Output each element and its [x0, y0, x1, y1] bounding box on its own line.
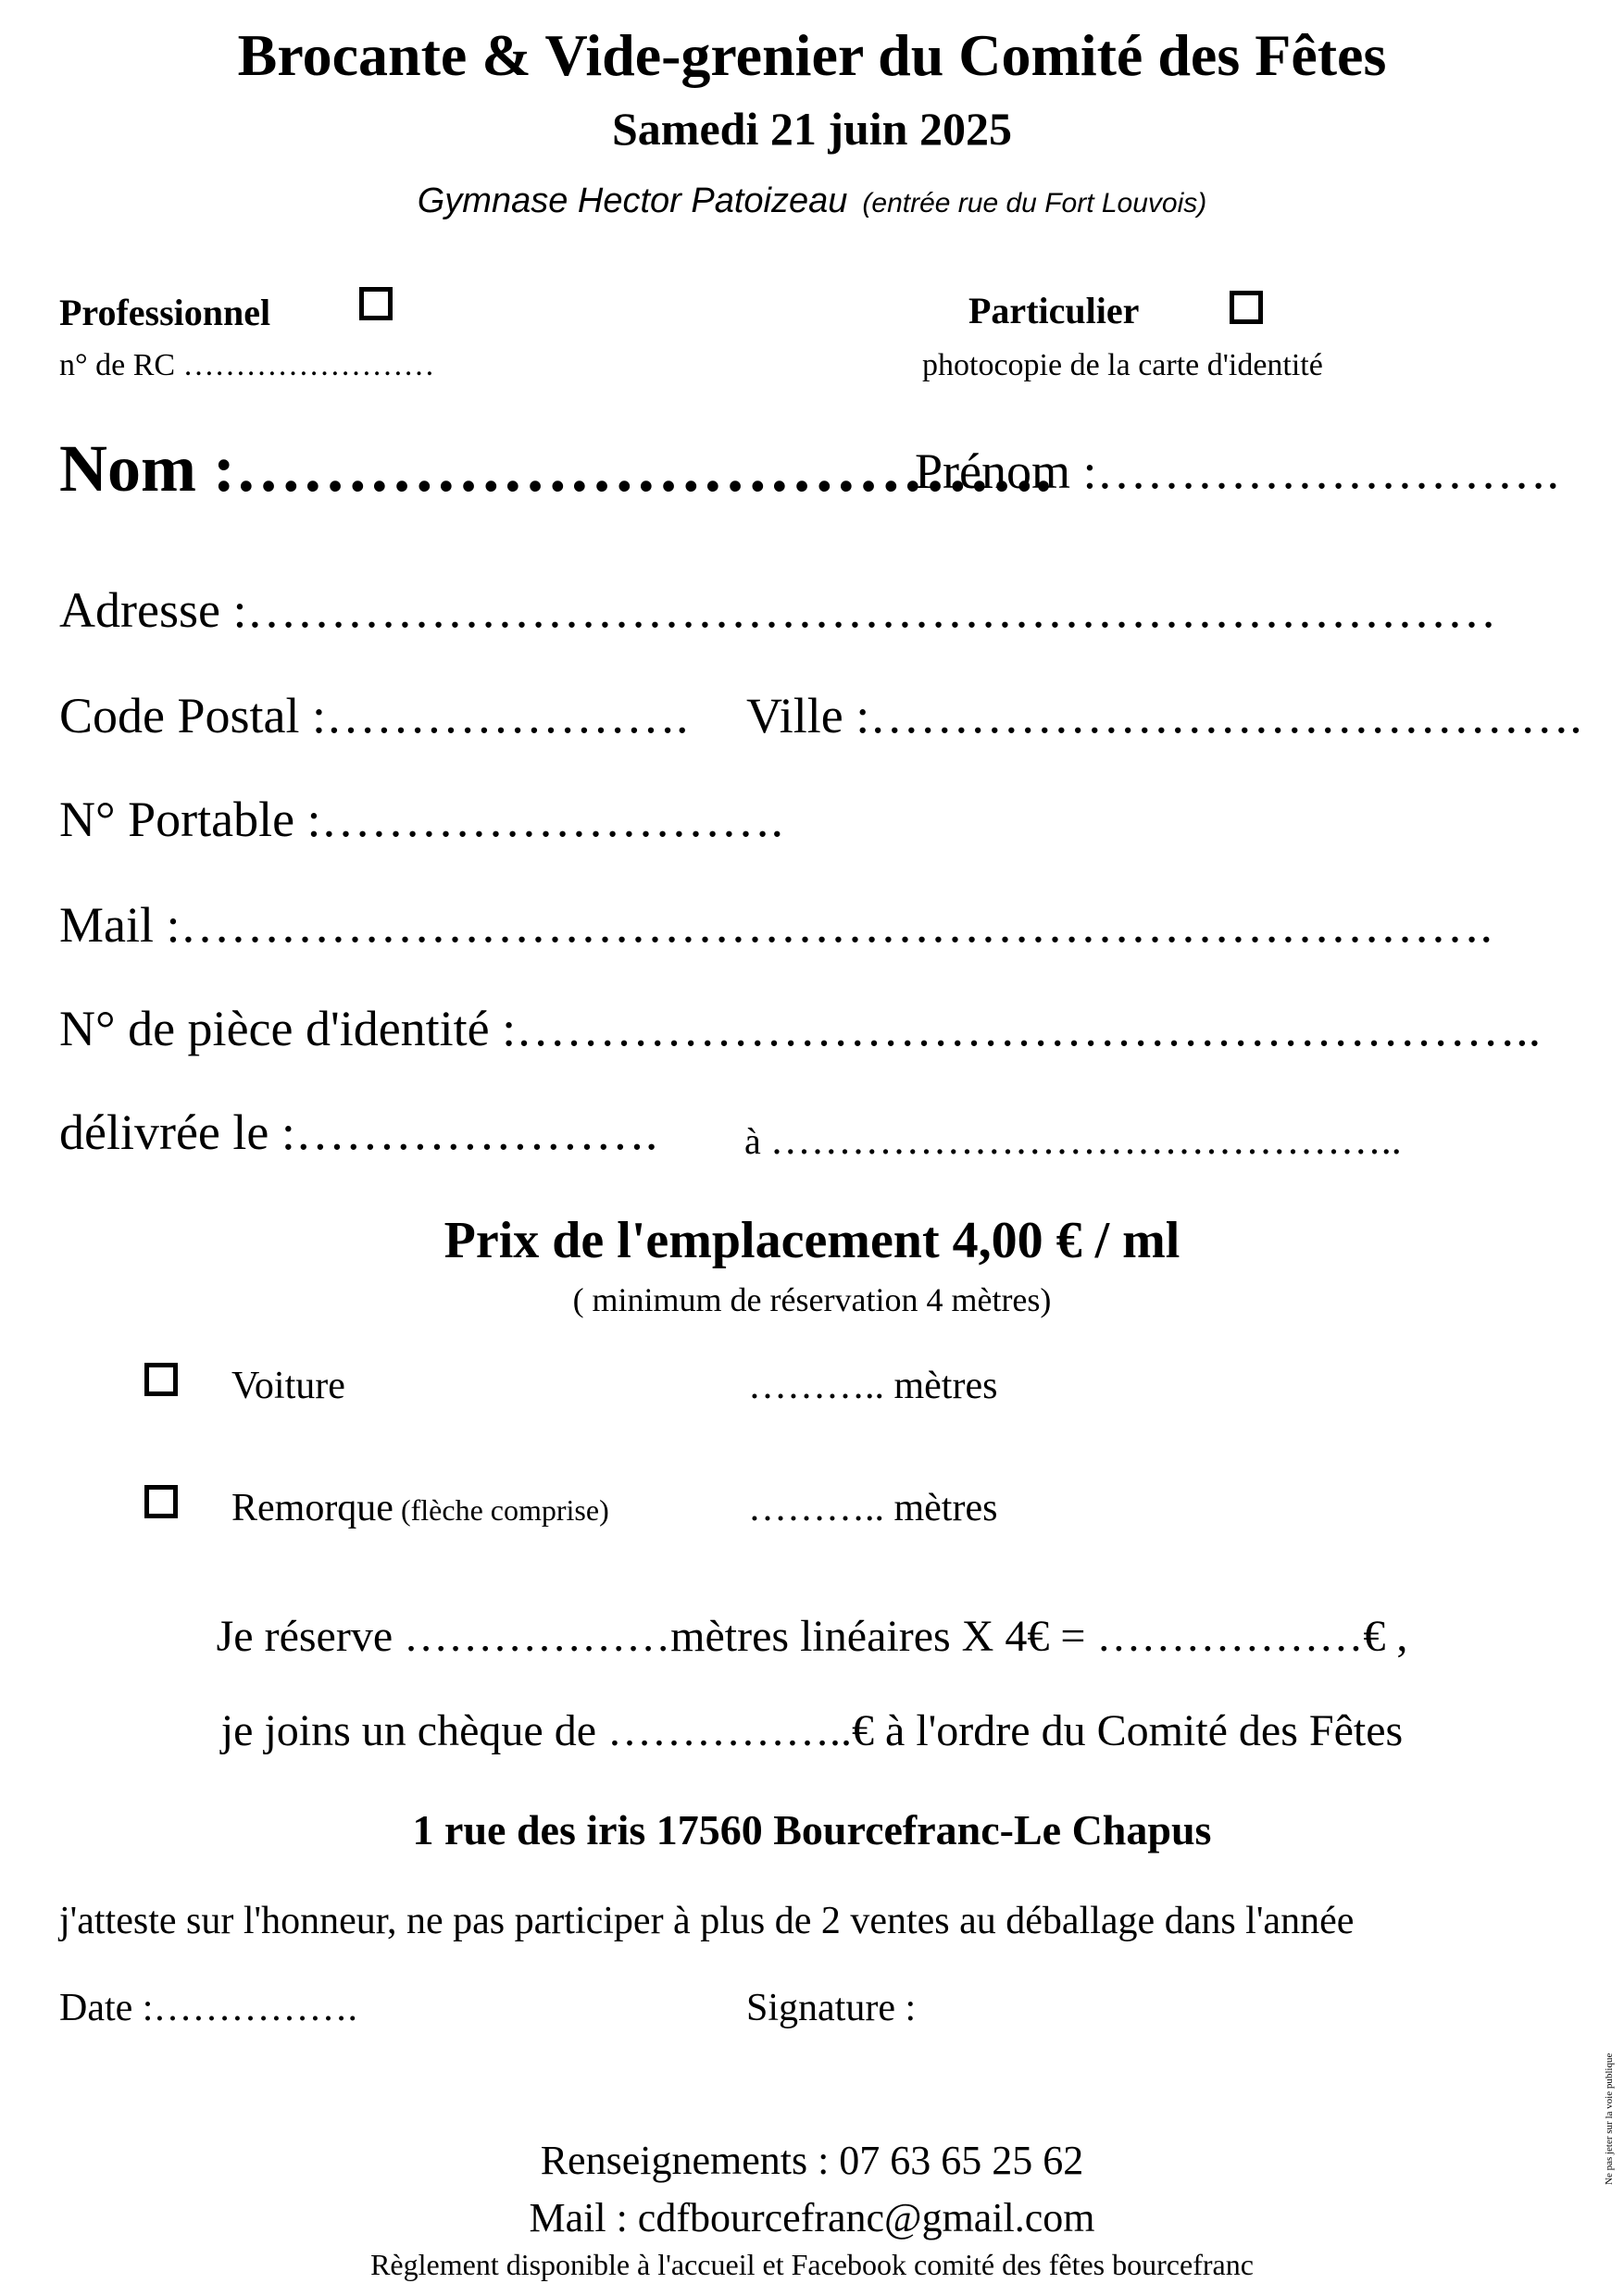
- reservation-line[interactable]: Je réserve ………………mètres linéaires X 4€ = ………………€ ,: [216, 1612, 1408, 1661]
- piece-identite-field[interactable]: N° de pièce d'identité :……………………………………………………..: [59, 1001, 1542, 1056]
- form-title: Brocante & Vide-grenier du Comité des Fêtes: [237, 22, 1387, 88]
- footer-info: Renseignements : 07 63 65 25 62: [540, 2138, 1084, 2183]
- adresse-field[interactable]: Adresse :…………………………………………………………………: [59, 582, 1497, 638]
- pricing-minimum: ( minimum de réservation 4 mètres): [572, 1281, 1052, 1318]
- code-postal-field[interactable]: Code Postal :………………….: [59, 688, 689, 743]
- private-label: Particulier: [968, 290, 1140, 331]
- event-date: Samedi 21 juin 2025: [611, 103, 1012, 155]
- rc-number-field[interactable]: n° de RC ……………………: [59, 348, 435, 382]
- a-value: ………………………………………..: [769, 1117, 1402, 1163]
- ville-field[interactable]: Ville :…………………………………….: [746, 688, 1582, 743]
- cheque-line[interactable]: je joins un chèque de ……………..€ à l'ordre du Comité des Fêtes: [220, 1706, 1404, 1755]
- voiture-label: Voiture: [231, 1365, 345, 1407]
- nom-field[interactable]: Nom :……………………………….: [59, 431, 1052, 505]
- side-note: Ne pas jeter sur la voie publique: [1604, 2053, 1615, 2185]
- footer-mail: Mail : cdfbourcefranc@gmail.com: [529, 2195, 1095, 2240]
- remorque-checkbox[interactable]: [144, 1485, 178, 1518]
- voiture-metres-field[interactable]: ……….. mètres: [748, 1365, 998, 1407]
- portable-field[interactable]: N° Portable :……………………….: [59, 792, 784, 847]
- remorque-label-group: [231, 1489, 609, 1528]
- delivree-le-field[interactable]: délivrée le :………………….: [59, 1104, 658, 1160]
- professional-label: Professionnel: [59, 292, 271, 333]
- venue-name: Gymnase Hector Patoizeau: [417, 181, 848, 220]
- cheque-address: 1 rue des iris 17560 Bourcefranc-Le Chapus: [412, 1806, 1212, 1853]
- prenom-field[interactable]: Prénom :……………………….: [915, 443, 1559, 499]
- attestation: j'atteste sur l'honneur, ne pas participer à plus de 2 ventes au déballage dans l'année: [59, 1900, 1355, 1942]
- venue-line: [0, 183, 1624, 218]
- private-checkbox[interactable]: [1230, 291, 1263, 324]
- pricing-title: Prix de l'emplacement 4,00 € / ml: [443, 1212, 1181, 1269]
- a-prefix: à: [744, 1120, 761, 1162]
- voiture-checkbox[interactable]: [144, 1363, 178, 1396]
- professional-checkbox[interactable]: [359, 287, 393, 320]
- venue-entrance: (entrée rue du Fort Louvois): [862, 188, 1207, 218]
- remorque-metres-field[interactable]: ……….. mètres: [748, 1487, 998, 1529]
- remorque-note: (flèche comprise): [400, 1493, 609, 1527]
- remorque-label: Remorque: [231, 1487, 394, 1529]
- mail-field[interactable]: Mail :…………………………………………………………………….: [59, 897, 1493, 953]
- signature-field[interactable]: Signature :: [746, 1987, 917, 2029]
- lieu-delivrance-field[interactable]: [744, 1117, 1402, 1163]
- footer-rules: Règlement disponible à l'accueil et Facebook comité des fêtes bourcefranc: [370, 2248, 1254, 2281]
- id-photocopy-note: photocopie de la carte d'identité: [922, 348, 1323, 382]
- date-field[interactable]: Date :…………….: [59, 1987, 357, 2029]
